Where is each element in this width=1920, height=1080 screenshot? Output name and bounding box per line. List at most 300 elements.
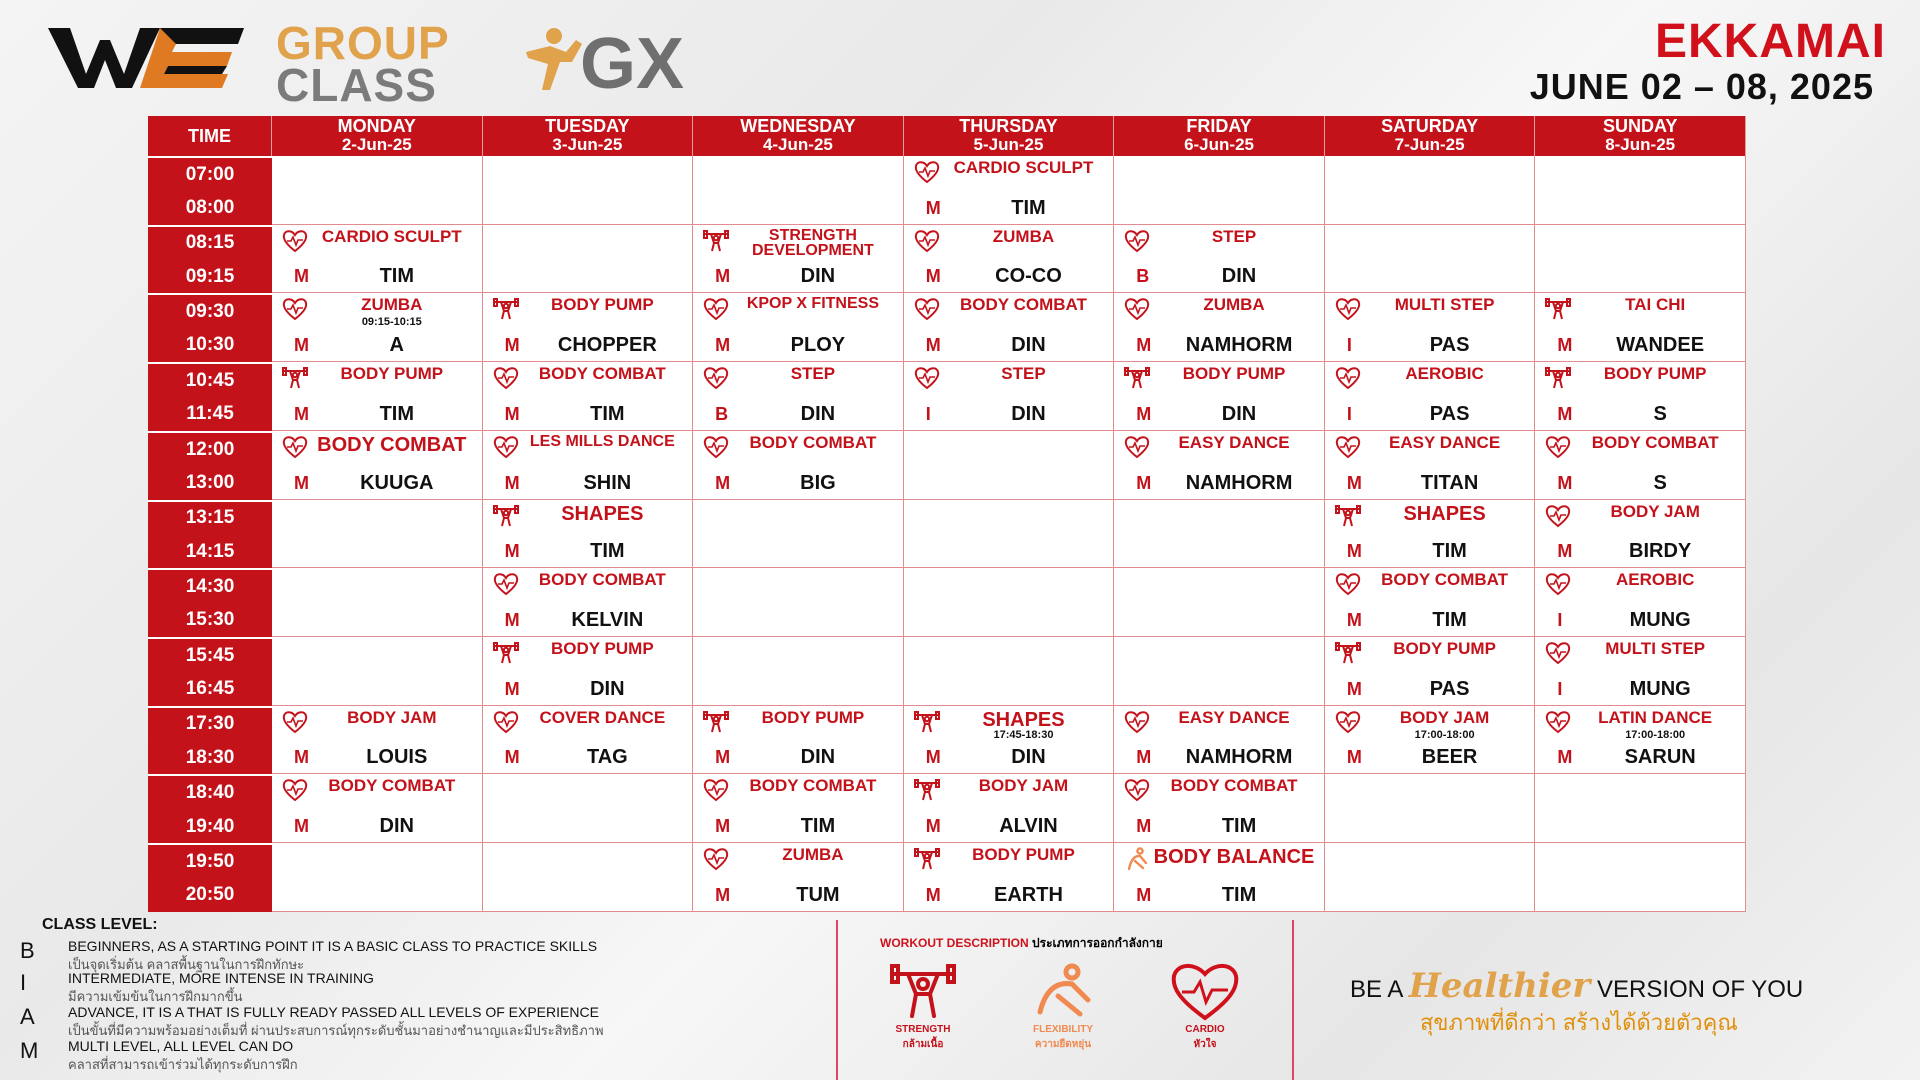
class-entry[interactable] [904, 225, 1114, 293]
class-level: I [925, 403, 931, 424]
gx-logo [520, 18, 730, 98]
workout-flexibility [1018, 960, 1108, 1052]
day-name: MONDAY [337, 116, 416, 136]
coach-name: DIN [1221, 402, 1257, 425]
coach-name: DIN [379, 815, 414, 838]
class-name: BODY PUMP [1603, 364, 1707, 384]
schedule-cell [904, 500, 1115, 569]
schedule-cell [272, 843, 483, 912]
time-end: 20:50 [185, 884, 235, 906]
schedule-cell [1114, 843, 1325, 912]
time-cell [148, 156, 272, 225]
coach-name: TUM [796, 883, 840, 906]
class-name: BODY COMBAT [1381, 570, 1509, 590]
class-level: M [925, 335, 941, 356]
strength-label-th: กล้ามเนื้อ [902, 1039, 944, 1050]
schedule-cell [693, 568, 904, 637]
class-entry[interactable] [693, 706, 903, 774]
class-entry[interactable] [1114, 431, 1324, 499]
class-entry[interactable] [1325, 293, 1535, 361]
time-start: 13:15 [185, 507, 235, 529]
class-name: ZUMBA [1203, 295, 1265, 315]
class-level: M [715, 472, 731, 493]
class-level: I [1346, 335, 1352, 356]
class-name: SHAPES [982, 708, 1065, 731]
class-entry[interactable] [904, 362, 1114, 430]
class-level: M [1136, 403, 1152, 424]
class-name: SHAPES [1403, 502, 1486, 525]
workout-cardio [1160, 960, 1250, 1052]
class-level: M [1557, 541, 1573, 562]
time-end: 16:45 [185, 678, 235, 700]
time-start: 08:15 [185, 232, 235, 254]
schedule-cell [1325, 637, 1536, 706]
schedule-cell [272, 293, 483, 362]
class-entry[interactable] [1114, 293, 1324, 361]
coach-name: BIRDY [1629, 540, 1692, 563]
class-name: BODY COMBAT [749, 776, 877, 796]
coach-name: PAS [1429, 677, 1470, 700]
class-level: M [294, 816, 309, 837]
schedule-cell [693, 156, 904, 225]
schedule-cell [1114, 706, 1325, 775]
time-end: 14:15 [185, 540, 235, 562]
coach-name: DIN [1011, 334, 1046, 357]
coach-name: TAG [586, 746, 628, 769]
class-entry[interactable] [1114, 706, 1324, 774]
tagline [1350, 966, 1803, 1006]
class-name: EASY DANCE [1178, 432, 1290, 452]
schedule-cell [1325, 431, 1536, 500]
class-entry[interactable] [483, 637, 693, 705]
schedule-cell [483, 225, 694, 294]
level-description: INTERMEDIATE, MORE INTENSE IN TRAINING [68, 970, 374, 986]
time-end: 18:30 [185, 746, 235, 768]
coach-name: BEER [1421, 746, 1478, 769]
coach-name: TIM [590, 540, 625, 563]
time-header: TIME [148, 116, 272, 156]
day-header-wednesday [693, 116, 904, 156]
level-description: MULTI LEVEL, ALL LEVEL CAN DO [68, 1038, 294, 1054]
class-level: M [925, 747, 941, 768]
class-level: M [1557, 403, 1573, 424]
coach-name: TIM [379, 265, 414, 288]
class-level: M [504, 541, 520, 562]
coach-name: SHIN [583, 471, 632, 494]
coach-name: DIN [800, 402, 836, 425]
class-entry[interactable] [1535, 568, 1745, 636]
day-date: 8-Jun-25 [1605, 135, 1676, 154]
class-level: M [294, 472, 309, 493]
class-level: M [925, 816, 941, 837]
class-name: STEP [790, 364, 836, 384]
day-name: TUESDAY [545, 116, 630, 136]
day-header-friday [1114, 116, 1325, 156]
strength-label: STRENGTH [895, 1024, 951, 1035]
class-entry[interactable] [1535, 431, 1745, 499]
schedule-cell [693, 500, 904, 569]
class-level: M [1346, 610, 1362, 631]
class-level: M [1346, 472, 1362, 493]
class-level: B [1136, 266, 1150, 287]
schedule-cell [483, 568, 694, 637]
class-level: M [925, 266, 941, 287]
class-name: BODY PUMP [551, 639, 654, 659]
schedule-cell [272, 774, 483, 843]
class-level: M [1557, 335, 1573, 356]
schedule-cell [904, 431, 1115, 500]
class-name: SHAPES [561, 502, 644, 525]
coach-name: PAS [1429, 402, 1470, 425]
level-description: ADVANCE, IT IS A THAT IS FULLY READY PASSED ALL LEVELS OF EXPERIENCE [68, 1004, 599, 1020]
class-entry[interactable] [693, 431, 903, 499]
class-entry[interactable] [483, 431, 693, 499]
schedule-cell [1114, 431, 1325, 500]
class-level: M [504, 747, 520, 768]
class-level: B [715, 403, 729, 424]
schedule-cell [1535, 431, 1746, 500]
schedule-cell [904, 293, 1115, 362]
class-entry[interactable] [1535, 293, 1745, 361]
class-entry[interactable] [693, 774, 903, 842]
schedule-cell [1535, 843, 1746, 912]
class-name: BODY BALANCE [1153, 846, 1315, 869]
schedule-cell [272, 706, 483, 775]
level-description-th: เป็นจุดเริ่มต้น คลาสพื้นฐานในการฝึกทักษะ [68, 957, 305, 972]
time-cell [148, 293, 272, 362]
time-start: 18:40 [185, 782, 235, 804]
schedule-cell [693, 774, 904, 843]
coach-name: TIM [1432, 540, 1467, 563]
class-entry[interactable] [1325, 362, 1535, 430]
time-start: 19:50 [185, 850, 235, 872]
coach-name: PLOY [790, 334, 846, 357]
class-entry[interactable] [1325, 500, 1535, 568]
class-level: M [1136, 816, 1152, 837]
coach-name: BIG [800, 471, 836, 494]
class-name: BODY COMBAT [749, 432, 877, 452]
coach-name: TIM [800, 815, 836, 838]
class-level: M [1136, 335, 1152, 356]
schedule-cell [1535, 774, 1746, 843]
schedule-cell [272, 568, 483, 637]
we-logo [48, 22, 244, 94]
time-start: 09:30 [185, 301, 235, 323]
schedule-cell [483, 431, 694, 500]
class-level: M [1136, 747, 1152, 768]
day-header-saturday [1325, 116, 1536, 156]
coach-name: S [1653, 402, 1667, 425]
class-entry[interactable] [1325, 637, 1535, 705]
day-name: FRIDAY [1186, 116, 1252, 136]
class-entry[interactable] [1325, 431, 1535, 499]
schedule-cell [272, 637, 483, 706]
time-start: 12:00 [185, 438, 235, 460]
flexibility-icon [1028, 960, 1098, 1022]
workout-title-th: ประเภทการออกกำลังกาย [1032, 936, 1163, 950]
schedule-cell [483, 362, 694, 431]
class-entry[interactable] [1114, 225, 1324, 293]
class-level: M [715, 335, 731, 356]
coach-name: KELVIN [571, 609, 644, 632]
flexibility-label-th: ความยืดหยุ่น [1034, 1039, 1092, 1050]
class-level: I [1557, 610, 1563, 631]
schedule-cell [483, 843, 694, 912]
schedule-cell [1114, 293, 1325, 362]
schedule-cell [904, 225, 1115, 294]
time-cell [148, 706, 272, 775]
class-name: AEROBIC [1615, 570, 1695, 590]
time-start: 10:45 [185, 369, 235, 391]
class-entry[interactable] [483, 293, 693, 361]
class-time: 09:15-10:15 [361, 316, 422, 329]
time-cell [148, 225, 272, 294]
class-name: BODY COMBAT [538, 570, 666, 590]
class-level: M [1557, 747, 1573, 768]
time-end: 08:00 [185, 197, 235, 219]
schedule-cell [1325, 225, 1536, 294]
schedule-cell [483, 706, 694, 775]
coach-name: ALVIN [999, 815, 1058, 838]
level-description-th: มีความเข้มข้นในการฝึกมากขึ้น [68, 989, 243, 1004]
day-date: 5-Jun-25 [973, 135, 1044, 154]
class-name: BODY PUMP [761, 707, 865, 727]
class-entry[interactable] [693, 362, 903, 430]
class-entry[interactable] [272, 293, 482, 361]
class-entry[interactable] [1325, 568, 1535, 636]
time-end: 10:30 [185, 334, 235, 356]
class-level: M [715, 816, 731, 837]
class-name: BODY JAM [1610, 501, 1700, 521]
level-letter: I [20, 970, 27, 995]
day-header-tuesday [483, 116, 694, 156]
class-level: M [1136, 472, 1152, 493]
class-level: M [925, 884, 941, 905]
coach-name: DIN [1221, 265, 1257, 288]
class-level: M [504, 472, 520, 493]
class-entry[interactable] [272, 774, 482, 842]
cardio-label-th: หัวใจ [1193, 1039, 1217, 1050]
logo-class-text: CLASS [276, 59, 437, 111]
class-entry[interactable] [1535, 362, 1745, 430]
coach-name: TIM [1432, 609, 1467, 632]
class-entry[interactable] [272, 431, 482, 499]
schedule-cell [1114, 225, 1325, 294]
schedule-cell [272, 431, 483, 500]
class-level: I [1346, 403, 1352, 424]
class-level: M [504, 610, 520, 631]
day-date: 2-Jun-25 [341, 135, 412, 154]
coach-name: TIM [379, 402, 414, 425]
class-name: CARDIO SCULPT [953, 158, 1094, 177]
class-entry[interactable] [483, 568, 693, 636]
class-name: EASY DANCE [1178, 707, 1290, 727]
class-entry[interactable] [1535, 706, 1745, 774]
schedule-cell [1325, 362, 1536, 431]
schedule-cell [1535, 500, 1746, 569]
schedule-cell [1535, 362, 1746, 431]
schedule-cell [693, 293, 904, 362]
schedule-cell [904, 568, 1115, 637]
class-level: M [1557, 472, 1573, 493]
coach-name: MUNG [1629, 677, 1691, 700]
class-entry[interactable] [1114, 774, 1324, 842]
logo-group-text: GROUP [276, 17, 450, 69]
class-level: M [1136, 884, 1152, 905]
time-cell [148, 431, 272, 500]
workout-description [836, 920, 1294, 1080]
schedule-cell [693, 225, 904, 294]
class-entry[interactable] [272, 362, 482, 430]
class-name: BODY PUMP [972, 845, 1075, 865]
schedule-cell [1114, 774, 1325, 843]
time-cell [148, 637, 272, 706]
logo-gx-text: GX [580, 24, 685, 98]
coach-name: TIM [1011, 196, 1046, 219]
coach-name: CHOPPER [557, 334, 657, 357]
class-name: COVER DANCE [539, 707, 666, 727]
schedule-cell [1114, 568, 1325, 637]
time-end: 13:00 [185, 471, 235, 493]
schedule-cell [483, 500, 694, 569]
class-entry[interactable] [904, 706, 1114, 774]
schedule-cell [693, 637, 904, 706]
coach-name: NAMHORM [1185, 334, 1293, 357]
coach-name: TITAN [1420, 471, 1479, 494]
coach-name: PAS [1429, 334, 1470, 357]
tagline-post: VERSION OF YOU [1596, 976, 1804, 1003]
time-start: 15:45 [185, 644, 235, 666]
class-entry[interactable] [483, 706, 693, 774]
level-description-th: เป็นขั้นที่มีความพร้อมอย่างเต็มที่ ผ่านประสบการณ์ทุกระดับชั้นมาอย่างชำนาญและมีประสิทธิภาพ [68, 1023, 604, 1038]
level-letter: M [20, 1038, 39, 1063]
level-description: BEGINNERS, AS A STARTING POINT IT IS A BASIC CLASS TO PRACTICE SKILLS [68, 938, 598, 954]
class-level-title: CLASS LEVEL: [42, 916, 158, 933]
class-name: ZUMBA [361, 295, 423, 315]
class-level: M [715, 266, 731, 287]
class-name: STRENGTH DEVELOPMENT [752, 226, 874, 259]
schedule-cell [904, 637, 1115, 706]
schedule-cell [1535, 225, 1746, 294]
class-entry[interactable] [693, 293, 903, 361]
flexibility-label: FLEXIBILITY [1033, 1024, 1093, 1035]
workout-title-en: WORKOUT DESCRIPTION [880, 936, 1029, 950]
day-name: SUNDAY [1602, 116, 1678, 136]
day-name: THURSDAY [959, 116, 1058, 136]
class-name: BODY PUMP [1182, 364, 1286, 384]
coach-name: TIM [590, 402, 625, 425]
class-name: AEROBIC [1405, 364, 1484, 384]
schedule-cell [1325, 500, 1536, 569]
schedule-cell [1114, 500, 1325, 569]
class-name: BODY COMBAT [328, 776, 456, 796]
class-entry[interactable] [904, 293, 1114, 361]
class-entry[interactable] [693, 225, 903, 293]
class-level: M [925, 197, 941, 218]
day-name: WEDNESDAY [740, 116, 856, 136]
coach-name: TIM [1221, 883, 1257, 906]
class-name: CARDIO SCULPT [321, 226, 462, 246]
schedule-cell [1114, 637, 1325, 706]
schedule-cell [272, 225, 483, 294]
coach-name: DIN [800, 746, 836, 769]
schedule-cell [1325, 774, 1536, 843]
class-name: BODY PUMP [1393, 639, 1496, 659]
time-cell [148, 362, 272, 431]
cardio-icon [1170, 960, 1240, 1022]
schedule-cell [1325, 293, 1536, 362]
schedule-cell [904, 706, 1115, 775]
tagline-thai: สุขภาพที่ดีกว่า สร้างได้ด้วยตัวคุณ [1420, 1010, 1738, 1035]
class-name: TAI CHI [1625, 295, 1686, 315]
day-date: 6-Jun-25 [1184, 135, 1254, 154]
class-entry[interactable] [1325, 706, 1535, 774]
class-name: KPOP X FITNESS [746, 295, 879, 313]
class-entry[interactable] [1114, 843, 1324, 911]
time-end: 15:30 [185, 609, 235, 631]
class-level: M [294, 403, 309, 424]
class-entry[interactable] [1535, 500, 1745, 568]
time-start: 14:30 [185, 575, 235, 597]
strength-icon [888, 960, 958, 1022]
level-letter: A [20, 1004, 35, 1029]
tagline-highlight: Healthier [1408, 966, 1591, 1006]
class-entry[interactable] [904, 843, 1114, 911]
class-entry[interactable] [483, 500, 693, 568]
schedule-cell [693, 706, 904, 775]
class-level: M [294, 747, 309, 768]
coach-name: NAMHORM [1185, 746, 1293, 769]
class-level: M [504, 335, 520, 356]
coach-name: LOUIS [366, 746, 428, 769]
class-entry[interactable] [272, 225, 482, 293]
time-cell [148, 500, 272, 569]
schedule-cell [1325, 843, 1536, 912]
schedule-cell [1535, 706, 1746, 775]
time-start: 07:00 [185, 163, 235, 185]
day-header-sunday [1535, 116, 1746, 156]
schedule-cell [1325, 156, 1536, 225]
schedule-cell [693, 431, 904, 500]
class-name: STEP [1001, 364, 1046, 384]
class-entry[interactable] [1535, 637, 1745, 705]
class-entry[interactable] [483, 362, 693, 430]
coach-name: EARTH [994, 883, 1063, 906]
time-cell [148, 568, 272, 637]
coach-name: MUNG [1629, 609, 1691, 632]
schedule-cell [483, 637, 694, 706]
schedule-cell [272, 500, 483, 569]
schedule-cell [483, 293, 694, 362]
class-entry[interactable] [1114, 362, 1324, 430]
class-entry[interactable] [272, 706, 482, 774]
coach-name: S [1653, 471, 1667, 494]
schedule-cell [1535, 568, 1746, 637]
class-name: LATIN DANCE [1598, 707, 1713, 727]
class-time: 17:45-18:30 [993, 728, 1054, 741]
schedule-cell [904, 774, 1115, 843]
coach-name: DIN [800, 265, 836, 288]
class-level: M [715, 884, 731, 905]
class-entry[interactable] [693, 843, 903, 911]
class-level: M [715, 747, 731, 768]
day-date: 4-Jun-25 [762, 135, 833, 154]
time-start: 17:30 [185, 713, 235, 735]
class-entry[interactable] [904, 156, 1114, 224]
class-entry[interactable] [904, 774, 1114, 842]
branch-name: EKKAMAI [1655, 15, 1886, 68]
class-level: M [1346, 678, 1362, 699]
